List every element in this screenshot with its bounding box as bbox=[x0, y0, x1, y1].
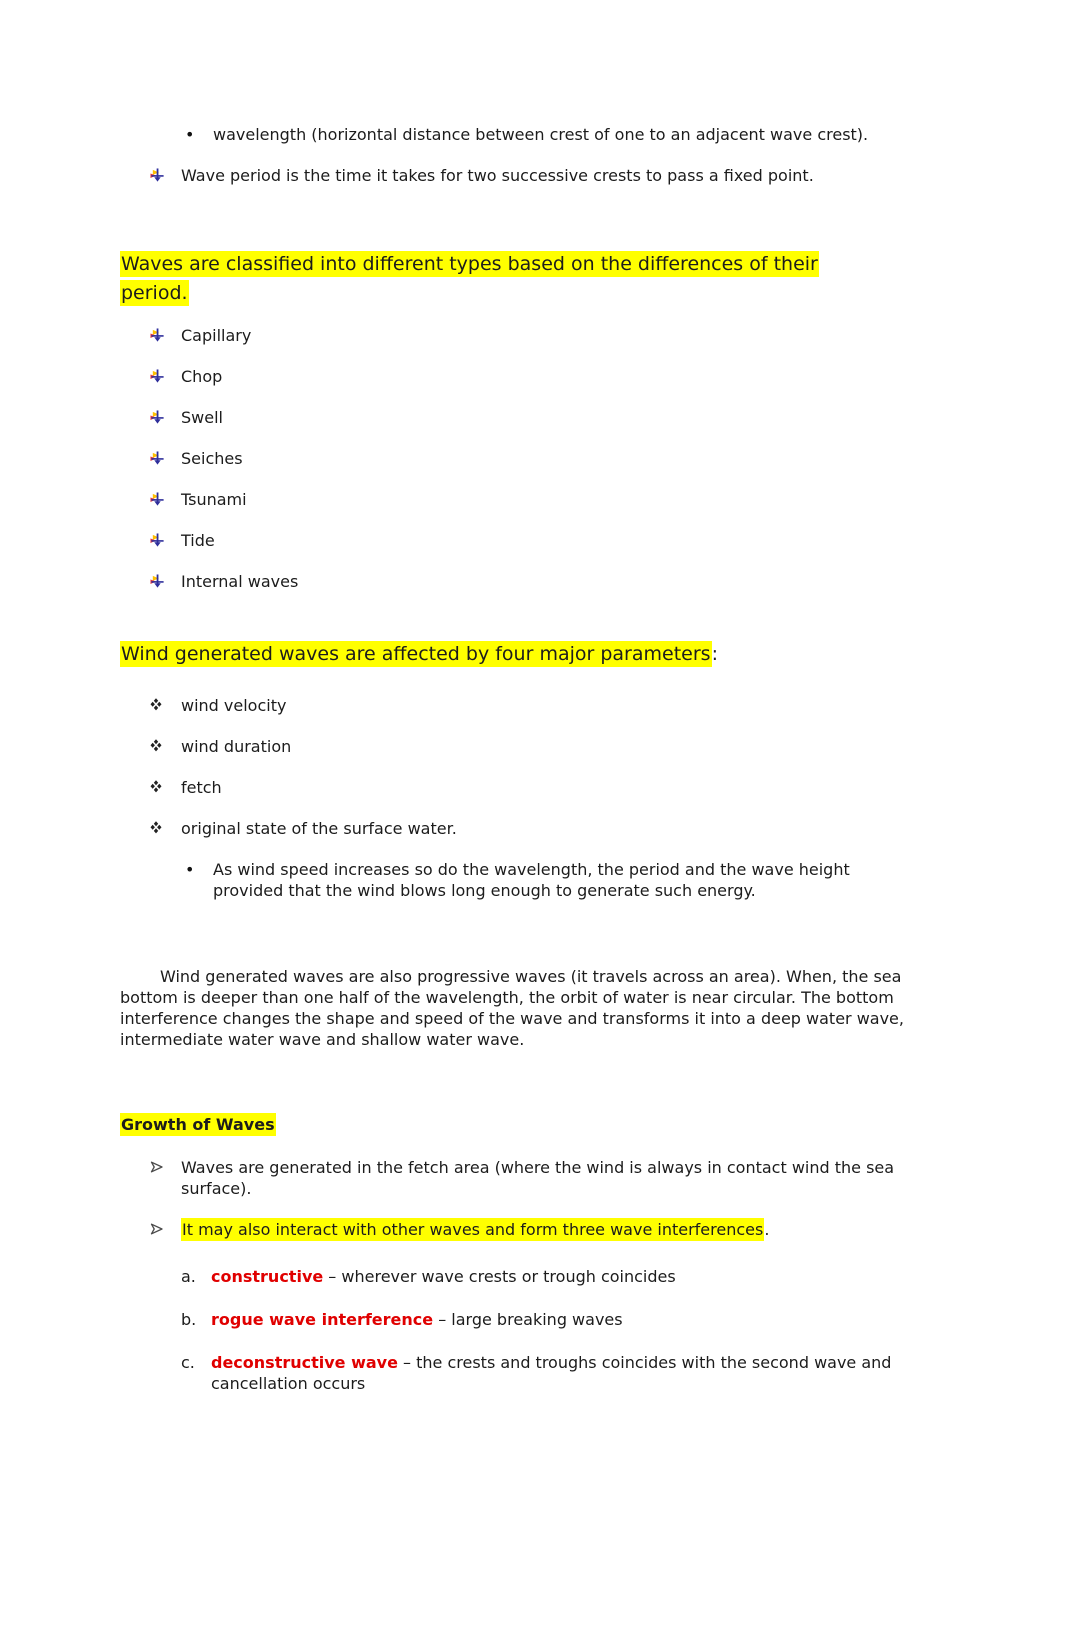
highlighted-text: Growth of Waves bbox=[121, 1115, 275, 1134]
classification-heading bbox=[120, 250, 962, 308]
cross-arrow-bullet-icon bbox=[150, 489, 181, 507]
heading-colon: : bbox=[711, 643, 718, 665]
cross-arrow-bullet-icon bbox=[150, 407, 181, 425]
list-item-interference-a bbox=[181, 1266, 962, 1287]
wave-type-label: Chop bbox=[181, 367, 223, 386]
list-item-wave-type bbox=[120, 530, 962, 551]
diamond-bullet-icon bbox=[150, 695, 181, 711]
wind-speed-note-text: As wind speed increases so do the wavelength, the period and the wave height provided that the wind blows long enough to generate such energy. bbox=[213, 860, 850, 900]
highlighted-text: period. bbox=[121, 282, 188, 304]
highlighted-text: Wind generated waves are affected by four major parameters bbox=[121, 643, 711, 665]
list-item-interact bbox=[120, 1219, 962, 1240]
interference-label: c. bbox=[181, 1353, 195, 1372]
list-item-parameter bbox=[120, 818, 962, 839]
interference-text bbox=[211, 1352, 936, 1394]
dot-bullet-icon: • bbox=[185, 860, 195, 879]
cross-arrow-bullet-icon bbox=[150, 571, 181, 589]
list-item-wave-type bbox=[120, 325, 962, 346]
interference-term: deconstructive wave bbox=[211, 1353, 398, 1372]
interact-period: . bbox=[764, 1220, 770, 1239]
parameter-label: wind velocity bbox=[181, 696, 287, 715]
list-item-parameter bbox=[120, 695, 962, 716]
interference-description: – the crests and troughs coincides with the second wave and cancellation occurs bbox=[211, 1353, 892, 1393]
list-item-interference-b bbox=[181, 1309, 962, 1330]
parameter-label: original state of the surface water. bbox=[181, 819, 457, 838]
cross-arrow-bullet-icon bbox=[150, 366, 181, 384]
diamond-bullet-icon bbox=[150, 736, 181, 752]
list-item-wavelength bbox=[120, 124, 962, 145]
list-item-wind-speed-note bbox=[120, 859, 962, 901]
wavelength-text: wavelength (horizontal distance between crest of one to an adjacent wave crest). bbox=[213, 125, 869, 144]
diamond-bullet-icon bbox=[150, 818, 181, 834]
list-item-fetch-area bbox=[120, 1157, 962, 1199]
heading-line bbox=[120, 250, 962, 279]
parameter-label: wind duration bbox=[181, 737, 292, 756]
wave-period-text: Wave period is the time it takes for two successive crests to pass a fixed point. bbox=[181, 166, 814, 185]
highlighted-text: Waves are classified into different types based on the differences of their bbox=[121, 253, 818, 275]
interference-description: – large breaking waves bbox=[433, 1310, 623, 1329]
list-item-parameter bbox=[120, 777, 962, 798]
interference-description: – wherever wave crests or trough coincides bbox=[323, 1267, 676, 1286]
highlighted-text: It may also interact with other waves and form three wave interferences bbox=[182, 1220, 764, 1239]
interference-label: a. bbox=[181, 1267, 196, 1286]
cross-arrow-bullet-icon bbox=[150, 530, 181, 548]
cross-arrow-bullet-icon bbox=[150, 448, 181, 466]
growth-heading bbox=[120, 1114, 962, 1135]
interference-term: rogue wave interference bbox=[211, 1310, 434, 1329]
wave-type-label: Seiches bbox=[181, 449, 243, 468]
list-item-wave-type bbox=[120, 489, 962, 510]
list-item-wave-type bbox=[120, 366, 962, 387]
dot-bullet-icon: • bbox=[185, 125, 195, 144]
parameters-heading bbox=[120, 640, 962, 669]
list-item-wave-type bbox=[120, 407, 962, 428]
parameter-label: fetch bbox=[181, 778, 222, 797]
diamond-bullet-icon bbox=[150, 777, 181, 793]
list-item-wave-period bbox=[120, 165, 962, 186]
wave-type-label: Internal waves bbox=[181, 572, 299, 591]
arrowhead-bullet-icon bbox=[150, 1157, 181, 1174]
interference-term: constructive bbox=[211, 1267, 324, 1286]
interact-text bbox=[181, 1219, 962, 1240]
interference-text bbox=[211, 1266, 936, 1287]
progressive-waves-paragraph: Wind generated waves are also progressive waves (it travels across an area). When, the sea bottom is deeper than one half of the wavelength, the orbit of water is near circular. The bottom interference changes the shape and speed of the wave and transforms it into a deep water wave, intermediate water wave and shallow water wave. bbox=[120, 967, 904, 1049]
wave-type-label: Swell bbox=[181, 408, 223, 427]
wave-type-label: Tide bbox=[181, 531, 215, 550]
list-item-interference-c bbox=[181, 1352, 962, 1394]
list-item-wave-type bbox=[120, 448, 962, 469]
list-item-wave-type bbox=[120, 571, 962, 592]
fetch-area-text: Waves are generated in the fetch area (where the wind is always in contact wind the sea surface). bbox=[181, 1158, 895, 1198]
arrowhead-bullet-icon bbox=[150, 1219, 181, 1236]
heading-line bbox=[120, 279, 962, 308]
list-item-parameter bbox=[120, 736, 962, 757]
wave-type-label: Tsunami bbox=[181, 490, 247, 509]
interference-text bbox=[211, 1309, 936, 1330]
cross-arrow-bullet-icon bbox=[150, 165, 181, 183]
interference-label: b. bbox=[181, 1310, 197, 1329]
cross-arrow-bullet-icon bbox=[150, 325, 181, 343]
wave-type-label: Capillary bbox=[181, 326, 252, 345]
